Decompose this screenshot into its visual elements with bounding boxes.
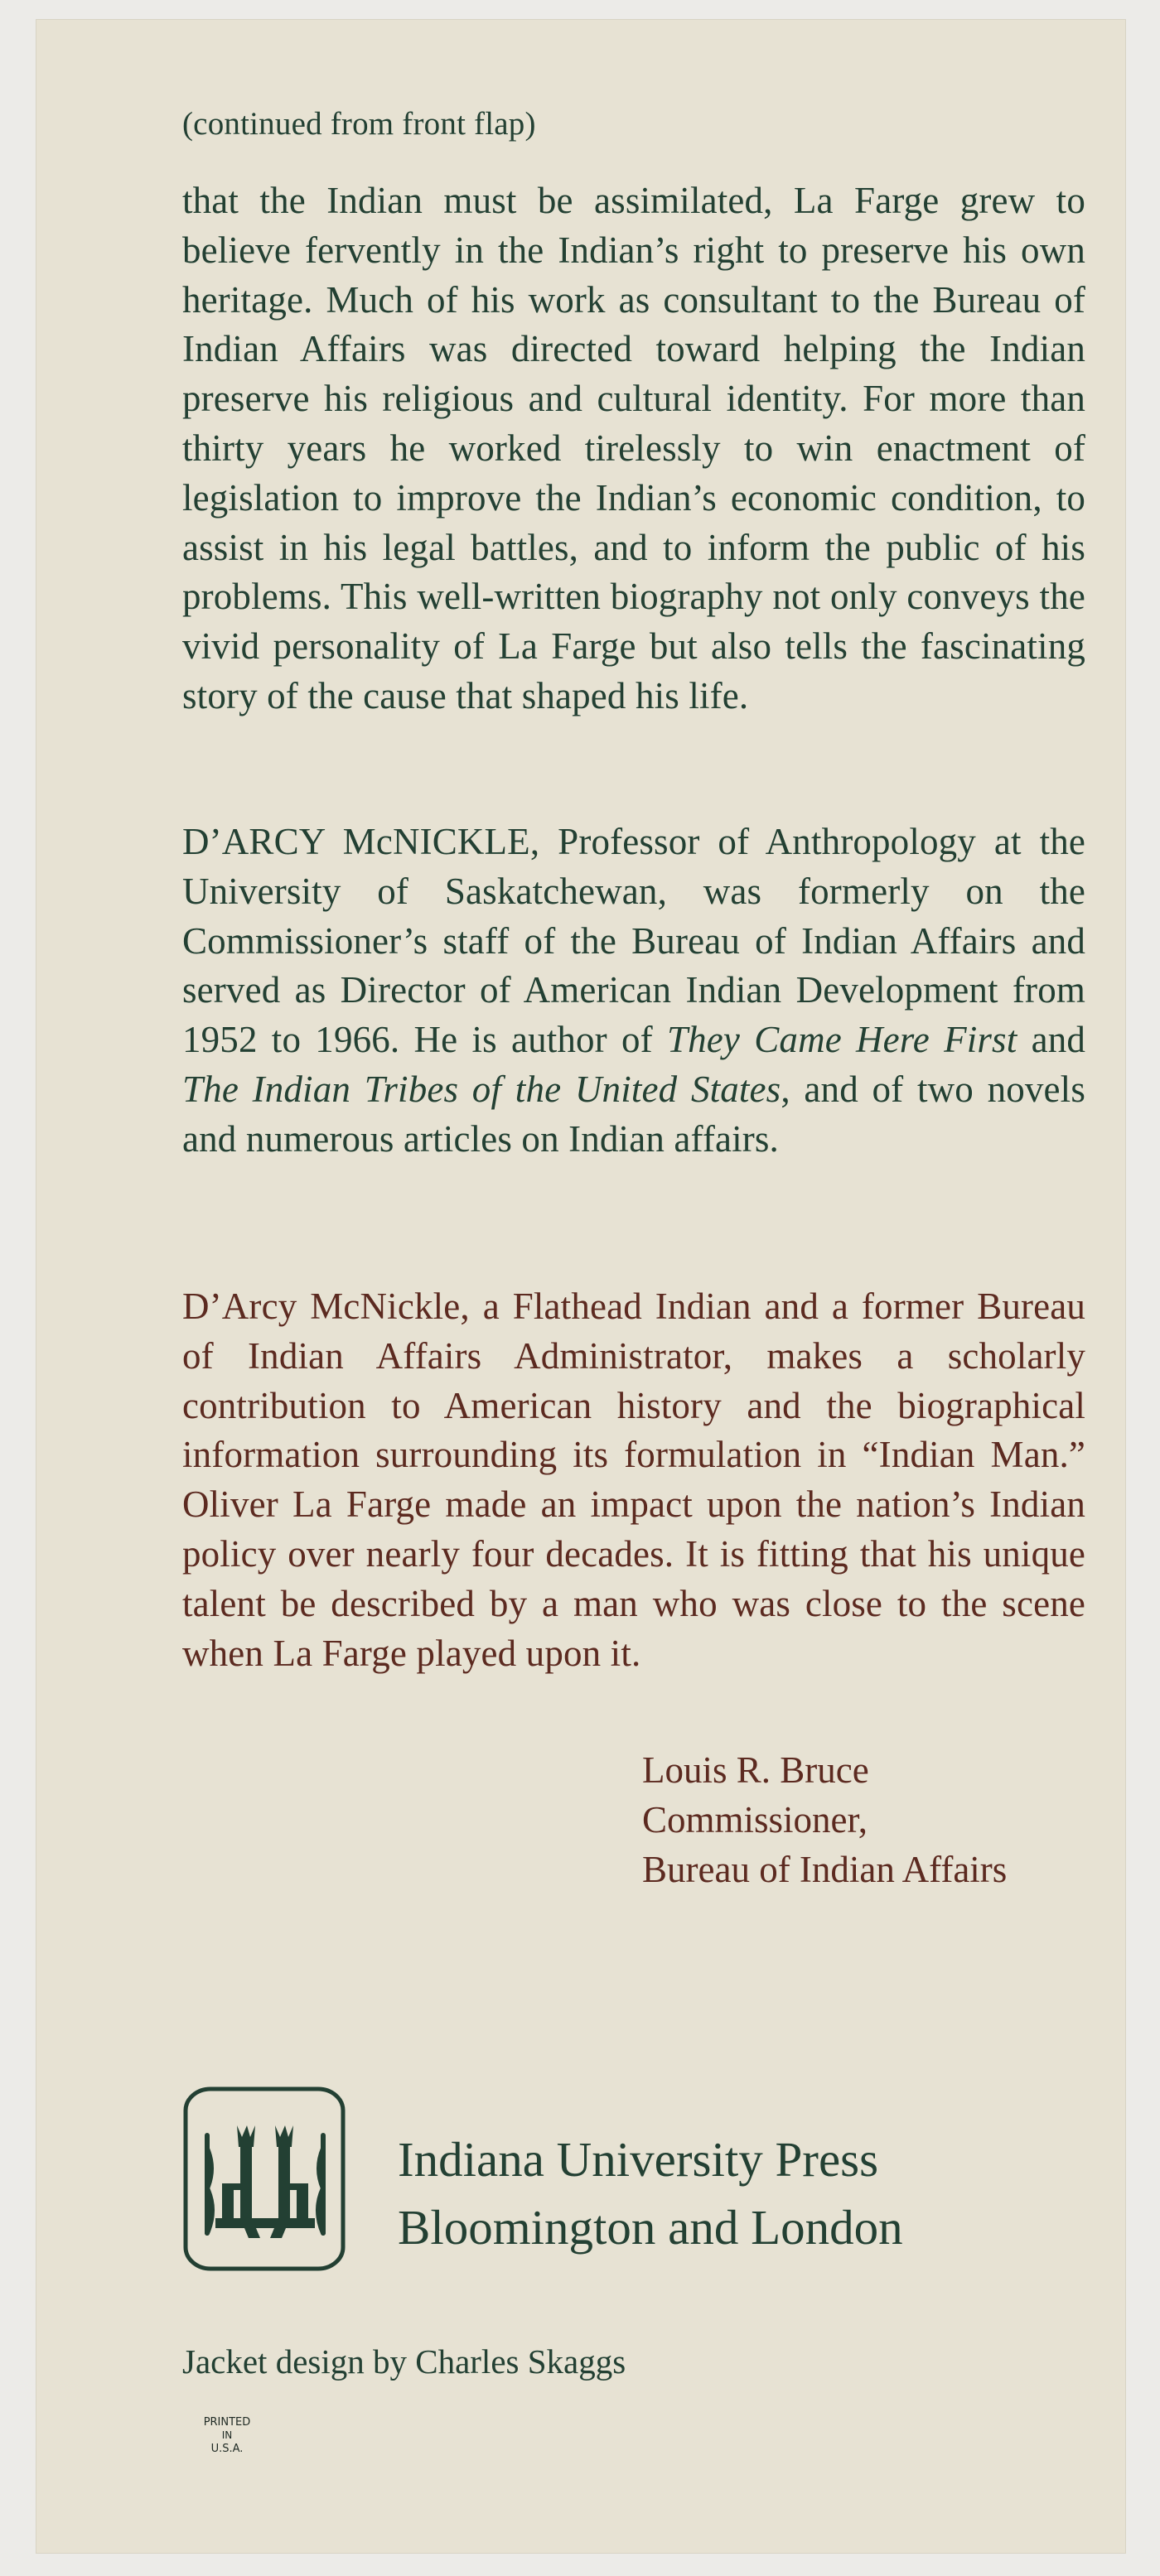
book-title-1: They Came Here First [666, 1019, 1017, 1061]
paragraph-1: that the Indian must be assimilated, La Farge grew to believe fervently in the Indian’s right to preserve his own heritage. Much of his work as consultant to the Bureau of Indian Affairs was directed toward helping the Indian preserve his religious and cultural identity. For more than thirty years he worked tirelessly to win enactment of legislation to improve the Indian’s economic condition, to assist in his legal battles, and to inform the public of his problems. This well-written biography not only conveys the vivid personality of La Farge but also tells the fascinating story of the cause that shaped his life. [182, 180, 1085, 716]
book-title-2: The Indian Tribes of the United States [182, 1068, 781, 1110]
continued-label: (continued from front flap) [182, 106, 536, 142]
stamp-line-1: PRINTED [203, 2416, 251, 2429]
stamp-line-3: U.S.A. [210, 2443, 244, 2455]
publisher-name [398, 2125, 903, 2261]
publisher-line-1: Indiana University Press [398, 2132, 879, 2187]
press-logo-icon [182, 2086, 346, 2272]
author-name: D’ARCY McNICKLE [182, 821, 530, 862]
stamp-line-2: IN [221, 2429, 233, 2441]
author-bio [182, 818, 1085, 1165]
endorsement-signature [642, 1745, 1007, 1894]
signature-name: Louis R. Bruce [642, 1749, 869, 1791]
printed-in-usa-stamp [187, 2410, 268, 2458]
endorsement-quote: D’Arcy McNickle, a Flathead Indian and a former Bureau of Indian Affairs Administrator, makes a scholarly contribution to American history and the biographical information surrounding its formulation in “Indian Man.” Oliver La Farge made an impact upon the nation’s Indian policy over nearly four decades. It is fitting that his unique talent be described by a man who was close to the scene when La Farge played upon it. [182, 1286, 1085, 1674]
author-bio-text-3: , and of two novels and numerous articles on Indian affairs. [182, 1068, 1085, 1160]
signature-title-2: Bureau of Indian Affairs [642, 1849, 1008, 1890]
jacket-design-credit: Jacket design by Charles Skaggs [182, 2342, 626, 2381]
author-bio-text-2: and [1017, 1019, 1085, 1061]
publisher-line-2: Bloomington and London [398, 2200, 903, 2255]
signature-title-1: Commissioner, [642, 1799, 868, 1840]
author-bio-text-1: , Professor of Anthropology at the University of Saskatchewan, was formerly on the Commissioner’s staff of the Bureau of Indian Affairs and served as Director of American Indian Development from 1952 to 1966. He is author of [182, 821, 1085, 1061]
